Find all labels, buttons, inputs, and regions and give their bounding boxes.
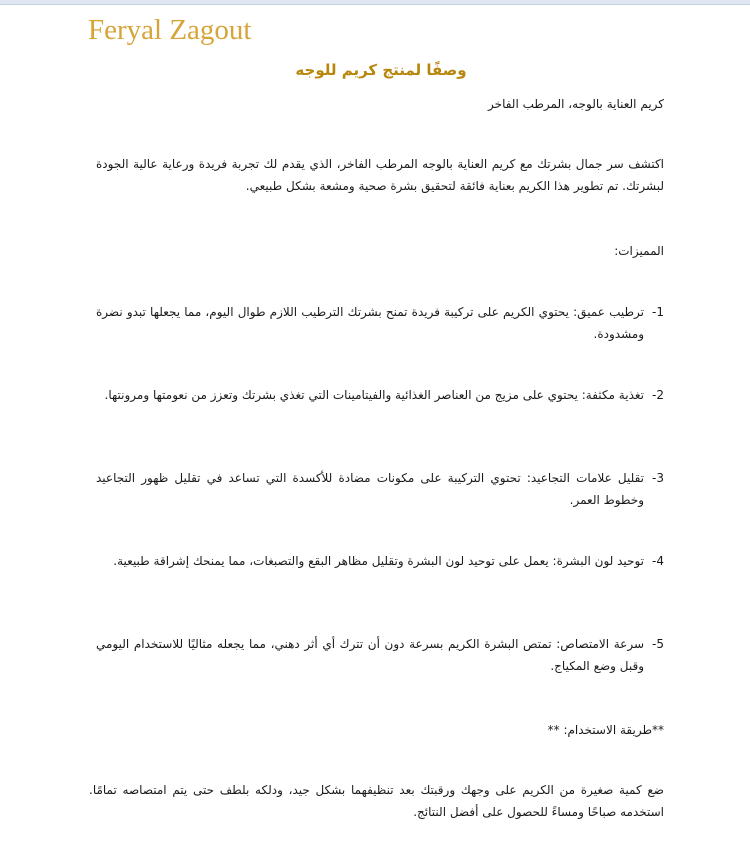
feature-item — [96, 633, 664, 677]
feature-text: توحيد لون البشرة: يعمل على توحيد لون البشرة وتقليل مظاهر البقع والتصبغات، مما يمنحك إشراقة طبيعية. — [113, 554, 644, 568]
features-heading: المميزات: — [614, 244, 664, 258]
feature-number: -4 — [652, 554, 664, 568]
feature-text: تقليل علامات التجاعيد: تحتوي التركيبة على مكونات مضادة للأكسدة التي تساعد في تقليل ظهور التجاعيد وخطوط العمر. — [96, 471, 644, 507]
feature-item — [96, 467, 664, 511]
feature-number: -2 — [652, 388, 664, 402]
feature-number: -3 — [652, 471, 664, 485]
page-top-border — [0, 0, 750, 5]
feature-item — [96, 550, 664, 572]
usage-paragraph: ضع كمية صغيرة من الكريم على وجهك ورقبتك بعد تنظيفهما بشكل جيد، ودلكه بلطف حتى يتم امتصاصه تمامًا. استخدمه صباحًا ومساءً للحصول على أفضل النتائج. — [89, 783, 664, 819]
feature-text: تغذية مكثفة: يحتوي على مزيج من العناصر الغذائية والفيتامينات التي تغذي بشرتك وتعزز من نعومتها ومرونتها. — [104, 388, 644, 402]
document-title: وصفًا لمنتج كريم للوجه — [295, 61, 467, 79]
product-subtitle: كريم العناية بالوجه، المرطب الفاخر — [488, 97, 664, 111]
feature-text: ترطيب عميق: يحتوي الكريم على تركيبة فريدة تمنح بشرتك الترطيب اللازم طوال اليوم، مما يجعلها تبدو نضرة ومشدودة. — [96, 305, 644, 341]
feature-item — [96, 384, 664, 406]
feature-item — [96, 301, 664, 345]
intro-paragraph: اكتشف سر جمال بشرتك مع كريم العناية بالوجه المرطب الفاخر، الذي يقدم لك تجربة فريدة ورعاية عالية الجودة لبشرتك. تم تطوير هذا الكريم بعناية فائقة لتحقيق بشرة صحية ومشعة بشكل طبيعي. — [96, 157, 664, 193]
feature-number: -1 — [652, 305, 664, 319]
feature-number: -5 — [652, 637, 664, 651]
usage-heading: **طريقة الاستخدام: ** — [547, 723, 664, 737]
author-name: Feryal Zagout — [88, 14, 252, 46]
feature-text: سرعة الامتصاص: تمتص البشرة الكريم بسرعة دون أن تترك أي أثر دهني، مما يجعله مثاليًا للاستخدام اليومي وقبل وضع المكياج. — [96, 637, 644, 673]
